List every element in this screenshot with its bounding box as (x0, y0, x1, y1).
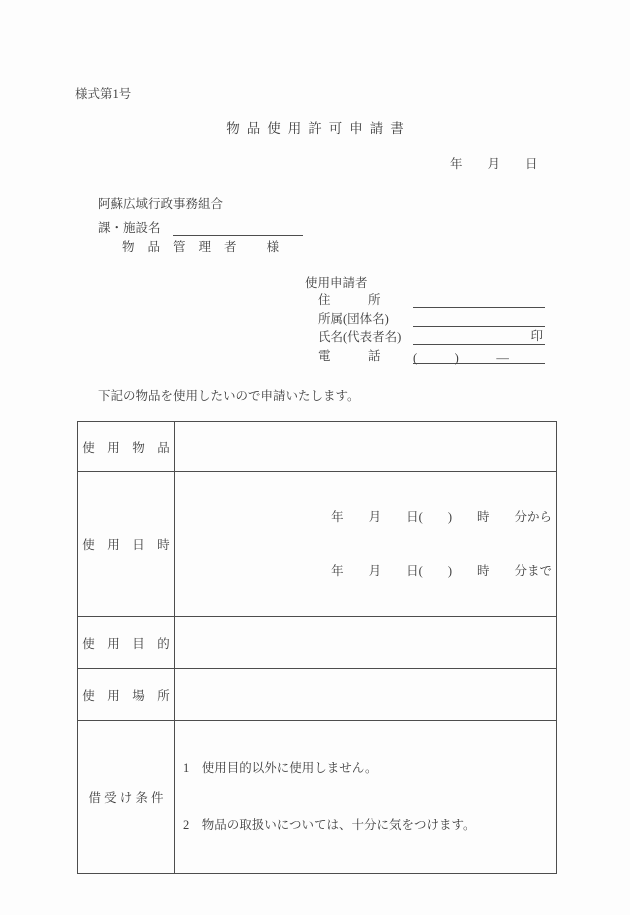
department-row (98, 218, 303, 236)
row-label-place: 使 用 場 所 (78, 669, 175, 721)
organization-name: 阿蘇広域行政事務組合 (98, 197, 224, 211)
table-row-conditions (78, 721, 557, 874)
department-label: 課・施設名 (98, 221, 161, 235)
seal-mark: 印 (530, 329, 543, 344)
application-table (77, 421, 557, 874)
name-label: 氏名(代表者名) (318, 330, 402, 345)
phone-format: ( ) ― (413, 350, 509, 365)
applicant-heading: 使用申請者 (305, 276, 368, 290)
place-value-cell (175, 669, 557, 721)
conditions-value-cell (175, 721, 557, 874)
applicant-field-name (318, 327, 558, 345)
purpose-value-cell (175, 617, 557, 669)
phone-fill-line (413, 348, 545, 364)
manager-row (122, 237, 279, 255)
page-title: 物品使用許可申請書 (226, 121, 411, 136)
form-number: 様式第1号 (75, 87, 132, 101)
affiliation-label: 所属(団体名) (318, 311, 389, 326)
condition-line-1: 1 使用目的以外に使用しません。 (183, 761, 378, 775)
honorific-label: 様 (266, 240, 280, 254)
condition-line-2: 2 物品の取扱いについては、十分に気をつけます。 (183, 818, 476, 832)
phone-label: 電 話 (318, 348, 381, 363)
table-row-item (78, 422, 557, 472)
item-value-cell (175, 422, 557, 472)
date-line: 年 月 日 (450, 157, 538, 171)
applicant-field-address (318, 290, 558, 308)
applicant-fields (318, 290, 558, 364)
department-fill-line (173, 220, 303, 236)
row-label-conditions: 借 受 け 条 件 (78, 721, 175, 874)
request-sentence: 下記の物品を使用したいので申請いたします。 (98, 389, 360, 403)
row-label-item: 使 用 物 品 (78, 422, 175, 472)
datetime-value-cell (175, 472, 557, 617)
row-label-datetime: 使 用 日 時 (78, 472, 175, 617)
address-label: 住 所 (318, 293, 381, 308)
datetime-to-line: 年 月 日( ) 時 分まで (331, 564, 552, 578)
row-label-purpose: 使 用 目 的 (78, 617, 175, 669)
table-row-place (78, 669, 557, 721)
name-fill-line (413, 329, 545, 345)
table-row-purpose (78, 617, 557, 669)
applicant-field-affiliation (318, 308, 558, 326)
address-fill-line (413, 292, 545, 308)
table-row-datetime (78, 472, 557, 617)
applicant-field-phone (318, 345, 558, 363)
manager-label: 物品管理者 (122, 240, 250, 254)
datetime-from-line: 年 月 日( ) 時 分から (331, 510, 552, 524)
affiliation-fill-line (413, 311, 545, 327)
